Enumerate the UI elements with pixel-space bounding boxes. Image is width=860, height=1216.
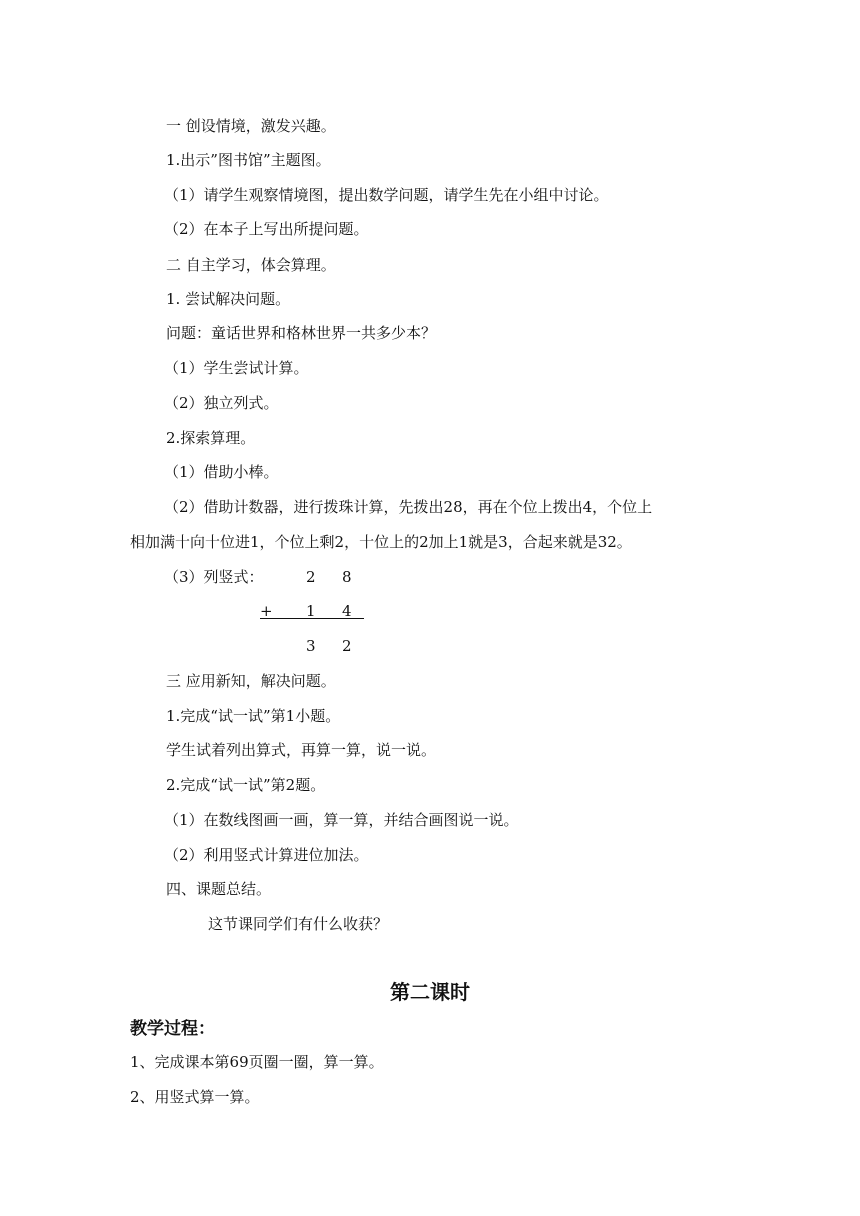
text-line: （2）独立列式。 <box>164 394 279 412</box>
vertical-result <box>266 636 376 656</box>
digit: 2 <box>342 637 352 655</box>
list-item: 1、完成课本第69页圈一圈，算一算。 <box>130 1053 384 1071</box>
digit: 1 <box>306 602 316 620</box>
list-item: 2、用竖式算一算。 <box>130 1088 260 1106</box>
heading-4: 四、课题总结。 <box>166 880 272 898</box>
text-line: 这节课同学们有什么收获？ <box>208 915 389 933</box>
text-line: （2）利用竖式计算进位加法。 <box>164 846 369 864</box>
heading-2: 二 自主学习，体会算理。 <box>166 256 336 274</box>
text-line: （2）借助计数器，进行拨珠计算，先拨出28，再在个位上拨出4，个位上 <box>164 498 653 516</box>
text-line: 1. 尝试解决问题。 <box>166 290 291 308</box>
text-line: 相加满十向十位进1，个位上剩2，十位上的2加上1就是3，合起来就是32。 <box>130 533 632 551</box>
text-line: （1）在数线图画一画，算一算，并结合画图说一说。 <box>164 811 519 829</box>
text-line: 1.完成“试一试”第1小题。 <box>166 707 341 725</box>
vertical-divider <box>260 618 364 619</box>
text-line: （1）请学生观察情境图，提出数学问题，请学生先在小组中讨论。 <box>164 186 609 204</box>
text-line: （3）列竖式： <box>164 568 264 586</box>
heading-1: 一 创设情境，激发兴趣。 <box>166 117 336 135</box>
text-line: 问题：童话世界和格林世界一共多少本？ <box>166 324 437 342</box>
digit: 3 <box>306 637 316 655</box>
plus-sign: + <box>260 602 273 620</box>
text-line: 1.出示”图书馆”主题图。 <box>166 151 331 169</box>
subheading: 教学过程： <box>130 1019 215 1039</box>
vertical-row-1 <box>266 567 376 587</box>
text-line: 2.完成“试一试”第2题。 <box>166 776 326 794</box>
text-line: （1）借助小棒。 <box>164 463 279 481</box>
text-line: 2.探索算理。 <box>166 429 256 447</box>
digit: 4 <box>342 602 352 620</box>
section-title: 第二课时 <box>390 980 470 1004</box>
text-line: （1）学生尝试计算。 <box>164 359 309 377</box>
digit: 8 <box>342 568 352 586</box>
text-line: （2）在本子上写出所提问题。 <box>164 220 369 238</box>
digit: 2 <box>306 568 316 586</box>
text-line: 学生试着列出算式，再算一算，说一说。 <box>166 741 437 759</box>
heading-3: 三 应用新知，解决问题。 <box>166 672 336 690</box>
